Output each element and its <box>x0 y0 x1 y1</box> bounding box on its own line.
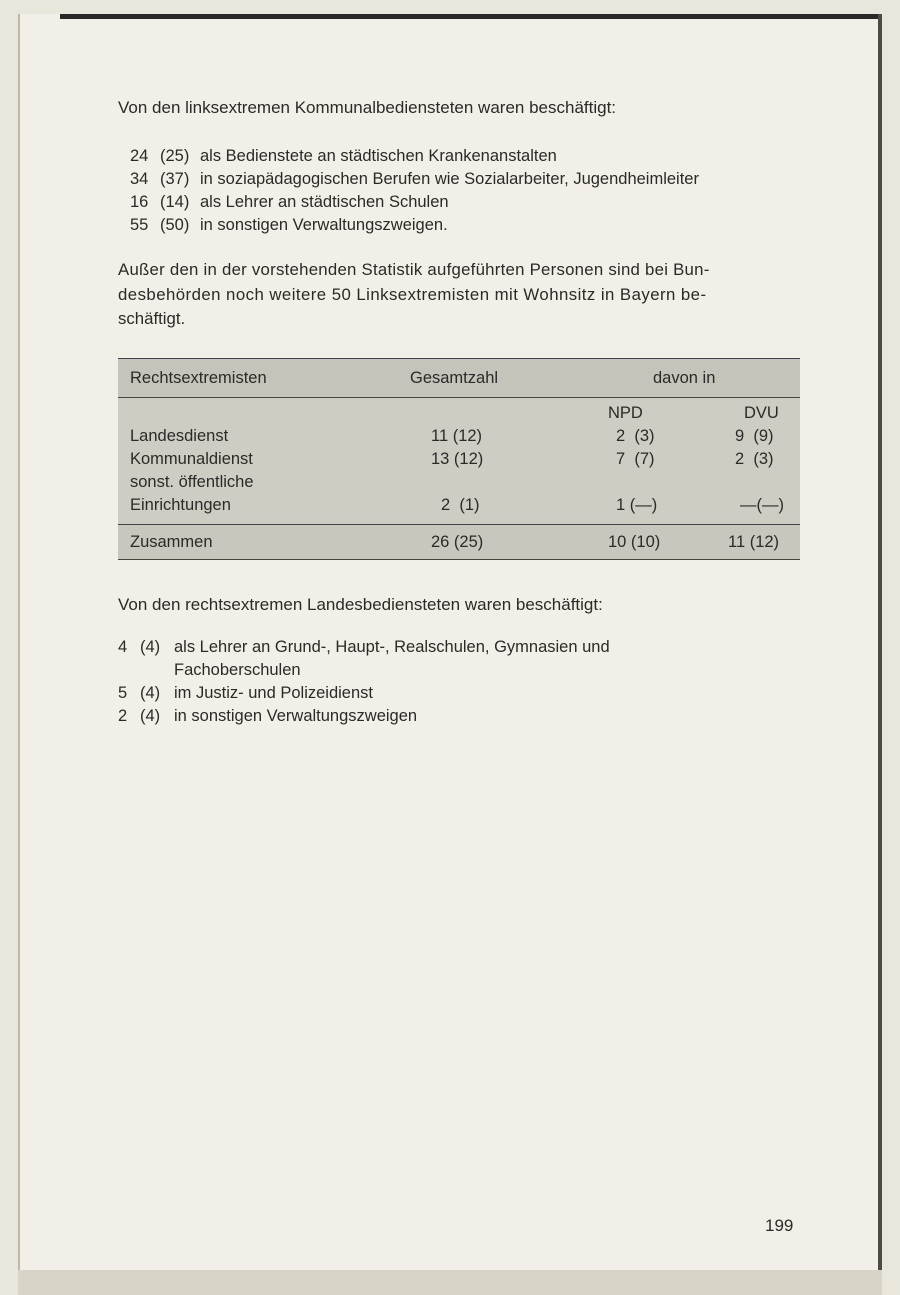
list-prev: (4) <box>140 707 161 725</box>
header-davon-in: davon in <box>653 369 716 387</box>
right-edge <box>878 14 882 1270</box>
list-prev: (4) <box>140 684 161 702</box>
list-item <box>118 682 808 705</box>
list-item <box>118 705 808 728</box>
header-gesamtzahl: Gesamtzahl <box>410 369 499 387</box>
left-employment-list <box>130 145 810 237</box>
row-npd: 2 (3) <box>616 427 655 445</box>
list-count: 4 <box>118 638 128 656</box>
list-text: in sonstigen Verwaltungszweigen. <box>200 216 448 234</box>
list-text-line: Fachoberschulen <box>174 661 301 679</box>
subheader-dvu: DVU <box>744 404 779 422</box>
list-count: 24 <box>130 147 149 165</box>
list-text: als Lehrer an städtischen Schulen <box>200 193 449 211</box>
list-text-line: als Lehrer an Grund-, Haupt-, Realschulen, Gymnasien und <box>174 638 610 656</box>
intro-right-extremists: Von den rechtsextremen Landesbediensteten waren beschäftigt: <box>118 595 603 614</box>
list-text: in soziapädagogischen Berufen wie Sozialarbeiter, Jugendheimleiter <box>200 170 699 188</box>
right-employment-list <box>118 636 808 728</box>
list-prev: (14) <box>160 193 190 211</box>
table-footer <box>118 525 800 560</box>
top-edge <box>60 14 880 19</box>
row-npd: 7 (7) <box>616 450 655 468</box>
row-total: 13 (12) <box>431 450 484 468</box>
list-count: 55 <box>130 216 149 234</box>
list-prev: (25) <box>160 147 190 165</box>
paragraph-line: desbehörden noch weitere 50 Linksextremisten mit Wohnsitz in Bayern be- <box>118 284 707 304</box>
footer-npd: 10 (10) <box>608 533 661 551</box>
intro-left-extremists: Von den linksextremen Kommunalbediensteten waren beschäftigt: <box>118 98 617 117</box>
row-label: sonst. öffentliche <box>130 473 254 491</box>
table-body <box>118 398 800 525</box>
row-dvu: 2 (3) <box>735 450 774 468</box>
row-total: 2 (1) <box>441 496 480 514</box>
row-npd: 1 (—) <box>616 496 658 514</box>
list-item <box>130 168 810 191</box>
list-count: 34 <box>130 170 149 188</box>
list-item <box>130 145 810 168</box>
row-label: Landesdienst <box>130 427 229 445</box>
footer-label: Zusammen <box>130 533 213 551</box>
list-prev: (50) <box>160 216 190 234</box>
list-prev: (4) <box>140 638 161 656</box>
list-count: 5 <box>118 684 128 702</box>
list-count: 16 <box>130 193 149 211</box>
list-text <box>174 636 610 682</box>
list-item <box>130 214 810 237</box>
right-extremists-table <box>118 358 800 560</box>
footer-dvu: 11 (12) <box>728 533 780 551</box>
paragraph-line: schäftigt. <box>118 309 186 328</box>
footer-total: 26 (25) <box>431 533 484 551</box>
list-text: in sonstigen Verwaltungszweigen <box>174 707 418 725</box>
table-header <box>118 358 800 398</box>
list-text: im Justiz- und Polizeidienst <box>174 684 373 702</box>
list-text: als Bedienstete an städtischen Krankenanstalten <box>200 147 557 165</box>
row-label-continued: Einrichtungen <box>130 496 231 514</box>
header-rechtsextremisten: Rechtsextremisten <box>130 369 267 387</box>
row-label: Kommunaldienst <box>130 450 253 468</box>
page-number: 199 <box>765 1216 794 1235</box>
bottom-edge <box>18 1270 882 1295</box>
list-count: 2 <box>118 707 128 725</box>
subheader-npd: NPD <box>608 404 643 422</box>
row-dvu: —(—) <box>740 496 784 514</box>
federal-employees-paragraph <box>118 258 808 332</box>
list-item <box>130 191 810 214</box>
row-dvu: 9 (9) <box>735 427 774 445</box>
list-item <box>118 636 808 682</box>
paragraph-line: Außer den in der vorstehenden Statistik aufgeführten Personen sind bei Bun- <box>118 260 710 279</box>
list-prev: (37) <box>160 170 190 188</box>
row-total: 11 (12) <box>431 427 483 445</box>
